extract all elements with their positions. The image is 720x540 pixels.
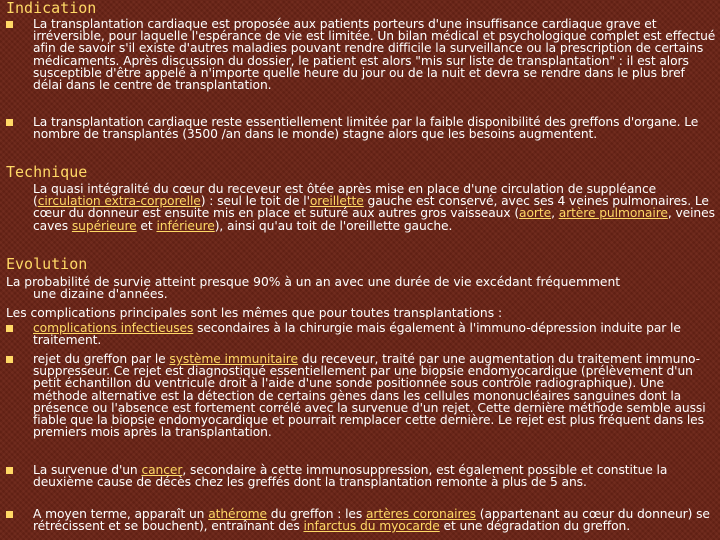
text-run: , (551, 206, 559, 221)
list-item-text (33, 508, 717, 532)
bullet-icon (6, 356, 13, 363)
link-cancer[interactable]: cancer (141, 463, 183, 477)
link-oreillette[interactable]: oreillette (309, 194, 364, 209)
link-superieure[interactable]: supérieure (71, 218, 137, 233)
link-circulation-extra-corporelle[interactable]: circulation extra-corporelle (37, 194, 201, 209)
technique-text (33, 183, 717, 232)
text-run: A moyen terme, apparaît un (33, 507, 209, 521)
link-complications-infectieuses[interactable]: complications infectieuses (33, 321, 194, 335)
text-run: du receveur, traité par une augmentation du traitement immuno-suppresseur. Ce rejet est diagnostiqué essentiellement par une biopsie endomyocardique (prélèvement d'un petit échantillon du ventricule droit à l'aide d'une sonde positionnée sous contrôle radiographique). Une méthode alternative est la détection de certains gènes dans les cellules mononucléaires sanguines dont la présence ou l'absence est fortement corrélé avec la survenue d'un rejet. Cette dernière méthode semble aussi fiable que la biopsie endomyocardique et pourrait remplacer cette dernière. Le rejet est plus fréquent dans les premiers mois après la transplantation. (33, 352, 706, 440)
text-run: rejet du greffon par le (33, 352, 170, 366)
evolution-intro-2: Les complications principales sont les mêmes que pour toutes transplantations : (6, 306, 503, 320)
text-run: La survenue d'un (33, 463, 142, 477)
section-title-indication: Indication (6, 0, 97, 17)
link-systeme-immunitaire[interactable]: système immunitaire (169, 352, 298, 366)
bullet-icon (6, 467, 13, 474)
bullet-icon (6, 511, 13, 518)
link-atherome[interactable]: athérome (208, 507, 267, 521)
text-run: ), ainsi qu'au toit de l'oreillette gauche. (214, 218, 453, 233)
list-item-text (33, 464, 717, 488)
list-item-text: La transplantation cardiaque est proposée aux patients porteurs d'une insuffisance cardiaque grave et irréversible, pour laquelle l'espérance de vie est limitée. Un bilan médical et psychologique complet est effectué afin de savoir s'il existe d'autres maladies pouvant rendre difficile la surveillance ou la prescription de certains médicaments. Après discussion du dossier, le patient est alors "mis sur liste de transplantation" : il est alors susceptible d'être appelé à n'importe quelle heure du jour ou de la nuit et devra se rendre dans le plus bref délai dans le centre de transplantation. (33, 17, 716, 93)
link-aorte[interactable]: aorte (519, 206, 552, 221)
text-run: gauche est conservé, avec ses 4 veines pulmonaires. Le cœur du donneur est ensuite mis en place et suturé aux autres gros vaisseaux ( (33, 194, 709, 221)
list-item-text (33, 353, 717, 438)
text-run: et (136, 218, 157, 233)
evolution-intro (6, 276, 714, 300)
intro-line: La probabilité de survie atteint presque 90% à un an avec une durée de vie excédant fréquemment (6, 275, 621, 289)
bullet-icon (6, 119, 13, 126)
section-title-evolution: Evolution (6, 255, 88, 273)
text-run: , veines caves (33, 206, 715, 233)
text-run: du greffon : les (266, 507, 366, 521)
link-inferieure[interactable]: inférieure (156, 218, 215, 233)
text-run: ) : seul le toit de l' (200, 194, 310, 209)
link-artere-pulmonaire[interactable]: artère pulmonaire (558, 206, 668, 221)
list-item-text (33, 322, 717, 346)
bullet-icon (6, 21, 13, 28)
text-run: secondaires à la chirurgie mais également à l'immuno-dépression induite par le traitement. (33, 321, 681, 348)
text-run: et une dégradation du greffon. (439, 519, 631, 534)
intro-line-cont: une dizaine d'années. (33, 287, 168, 302)
link-arteres-coronaires[interactable]: artères coronaires (365, 507, 476, 521)
text-run: , secondaire à cette immunosuppression, est également possible et constitue la deuxième cause de décès chez les greffés dont la transplantation remonte à plus de 5 ans. (33, 463, 668, 490)
link-infarctus-du-myocarde[interactable]: infarctus du myocarde (303, 519, 440, 534)
list-item-text: La transplantation cardiaque reste essentiellement limitée par la faible disponibilité des greffons d'organe. Le nombre de transplantés (3500 /an dans le monde) stagne alors que les besoins augmentent. (33, 115, 699, 142)
text-run: (appartenant au cœur du donneur) se rétrécissent et se bouchent), entraînant des (33, 507, 710, 534)
text-run: La quasi intégralité du cœur du receveur est ôtée après mise en place d'une circulation de suppléance ( (33, 182, 657, 209)
section-title-technique: Technique (6, 163, 88, 181)
bullet-icon (6, 325, 13, 332)
